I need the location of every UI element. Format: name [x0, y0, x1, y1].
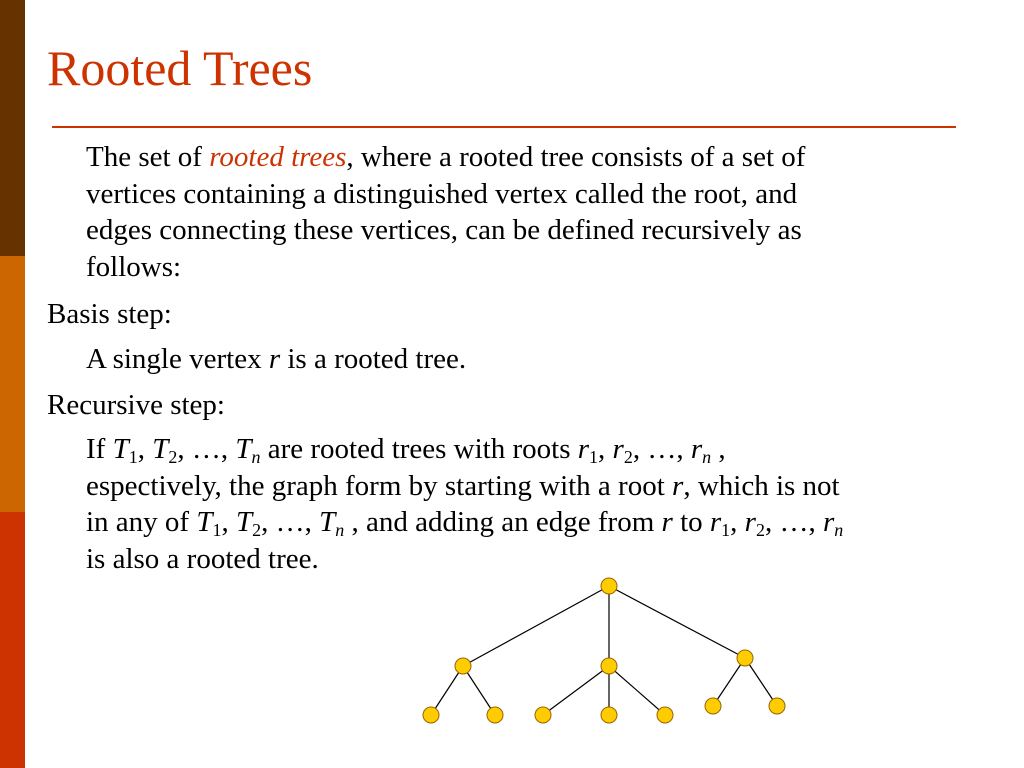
tree-edges: [431, 586, 777, 715]
recursive-step-text: [86, 431, 986, 577]
tree-vertex: [737, 650, 753, 666]
tree-vertex: [423, 707, 439, 723]
recursive-line-3: in any of $T_1$, $T_2$, …, $T_n$ , and adding an edge from r to $r_1$, $r_2$, …, $r_n$: [86, 506, 844, 541]
side-bar-middle: [0, 256, 25, 512]
recursive-line-2: espectively, the graph form by starting with a root r, which is not: [86, 469, 840, 502]
recursive-line-1: If $T_1$, $T_2$, …, $T_n$ are rooted trees with roots $r_1$, $r_2$, …, $r_n$ ,: [86, 433, 726, 468]
tree-vertex: [705, 698, 721, 714]
recursive-line-4: is also a rooted tree.: [86, 542, 319, 575]
tree-vertex: [455, 658, 471, 674]
tree-vertex: [657, 707, 673, 723]
intro-paragraph: [86, 139, 986, 285]
tree-edge: [431, 666, 463, 715]
title-underline: [52, 126, 956, 128]
rooted-tree-diagram: [410, 570, 800, 730]
side-bar-top: [0, 0, 25, 256]
tree-vertex: [535, 707, 551, 723]
side-bar-bottom: [0, 512, 25, 768]
basis-step-heading: Basis step:: [47, 298, 172, 330]
tree-vertex: [487, 707, 503, 723]
tree-vertex: [601, 658, 617, 674]
tree-edge: [609, 666, 665, 715]
tree-edge: [463, 586, 609, 666]
tree-edge: [463, 666, 495, 715]
tree-vertex: [769, 698, 785, 714]
intro-line-3: edges connecting these vertices, can be defined recursively as: [86, 214, 802, 246]
tree-edge: [713, 658, 745, 706]
rooted-trees-emphasis: rooted trees: [209, 141, 347, 173]
tree-edge: [543, 666, 609, 715]
intro-line-1: The set of rooted trees, where a rooted tree consists of a set of: [86, 141, 806, 173]
tree-edge: [745, 658, 777, 706]
tree-edge: [609, 586, 745, 658]
tree-vertex: [601, 578, 617, 594]
basis-step-text: A single vertex r is a rooted tree.: [86, 343, 467, 375]
intro-line-4: follows:: [86, 250, 182, 283]
tree-vertex: [601, 707, 617, 723]
recursive-step-heading: Recursive step:: [47, 389, 225, 421]
intro-line-2: vertices containing a distinguished vertex called the root, and: [86, 177, 798, 210]
slide-title: Rooted Trees: [47, 40, 313, 96]
